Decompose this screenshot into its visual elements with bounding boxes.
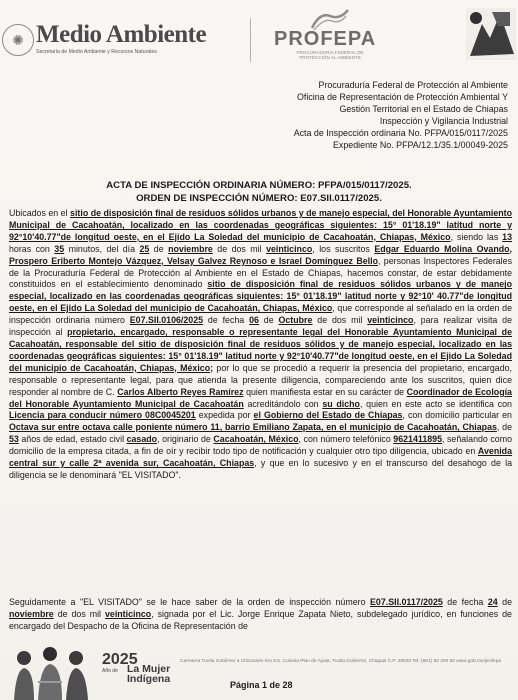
civil-status: casado bbox=[126, 434, 158, 445]
site-location: sitio de disposición final de residuos sólidos urbanos y de manejo especial, del Honorable Ayuntamiento Municipal de Cacahoatán, localizado en las coordenadas geográficas siguientes: 15° 01'18.19" latitud norte y 92°10'40.77"de longitud oeste, en el Ejido La Soledad del municipio de Cacahoatán, Chiapas, México bbox=[9, 208, 513, 242]
office-info-block bbox=[208, 79, 508, 152]
body-paragraph-2 bbox=[9, 597, 512, 633]
text-run: , signada por el Lic. Jorge Enrique Zapata Nieto, subdelegado jurídico, en funciones de encargado del Despacho de la Oficina de Representación de bbox=[9, 608, 512, 631]
phone-number: 9621411895 bbox=[393, 434, 442, 445]
inspected-party: propietario, encargado, responsable o representante legal del Honorable Ayuntamiento Municipal de Cacahoatán, responsable del sitio de disposición final de residuos sólidos y de manejo especial, localizado en las coordenadas geográficas siguientes: 15° 01'18.19" latitud norte y 92°10'40.77"de longitud oeste, en el Ejido La Soledad del municipio de Cacahoatán, Chiapas, México; bbox=[9, 327, 512, 373]
text-run: horas con bbox=[9, 243, 55, 254]
order-day: 24 bbox=[487, 597, 498, 607]
header-divider bbox=[250, 18, 251, 62]
text-run: , con número telefónico bbox=[298, 434, 394, 445]
title-line-2: ORDEN DE INSPECCIÓN NÚMERO: E07.SII.0117/2025. bbox=[136, 193, 382, 204]
text-run: , quien en este acto se identifica con bbox=[359, 398, 512, 409]
text-run: , personas Inspectores Federales de la Procuraduría Federal de Protección al Ambiente en el Estado de Chiapas, hacemos constar, de estar debidamente constituidos en el establecimiento denominado bbox=[9, 255, 512, 290]
act-number: Acta de Inspección ordinaria No. PFPA/015/0117/2025 bbox=[293, 128, 508, 139]
text-run: de fecha bbox=[442, 597, 488, 607]
text-run: , originario de bbox=[157, 434, 214, 445]
order-number: E07.SII.0106/2025 bbox=[129, 315, 204, 326]
mexico-seal-icon: ✺ bbox=[2, 24, 34, 56]
text-run: acreditándolo con bbox=[243, 398, 323, 409]
indigenous-women-illustration-icon bbox=[8, 642, 98, 700]
inspector-names: Edgar Eduardo Molina Ovando, Prospero Eriberto Montejo Vázquez, Velsay Galvez Reynoso e Israel Domínguez Bello bbox=[9, 243, 512, 266]
attendee-role: Coordinador de Ecología del Honorable Ayuntamiento Municipal de Cacahoatán bbox=[9, 386, 512, 409]
order-day: 06 bbox=[249, 315, 259, 326]
office-line: Gestión Territorial en el Estado de Chiapas bbox=[339, 104, 508, 115]
page-number: Página 1 de 28 bbox=[230, 680, 293, 690]
establishment-name: sitio de disposición final de residuos sólidos urbanos y de manejo especial, localizado en las coordenadas geográficas siguientes: 15° 01'18.19" latitud norte y 92°10' 40.77"de longitud oeste, en el Ejido La Soledad del municipio de Cacahoatán, Chiapas, México bbox=[9, 279, 512, 314]
office-line: Oficina de Representación de Protección Ambiental Y bbox=[297, 92, 508, 103]
text-run: quien manifiesta estar en su carácter de bbox=[243, 386, 407, 397]
body-paragraph bbox=[9, 208, 512, 482]
profepa-logo-name: PROFEPA bbox=[274, 28, 377, 50]
office-line: Procuraduría Federal de Protección al Ambiente bbox=[318, 80, 508, 90]
office-line: Inspección y Vigilancia Industrial bbox=[379, 116, 508, 127]
text-run: Seguidamente a "EL VISITADO" se le hace saber de la orden de inspección número bbox=[9, 597, 371, 607]
text-run: de bbox=[497, 597, 513, 607]
day-value: 25 bbox=[139, 243, 150, 254]
text-run: , siendo las bbox=[450, 231, 503, 242]
year-value: veinticinco bbox=[266, 243, 313, 254]
id-issuer: el Gobierno del Estado de Chiapas bbox=[253, 410, 403, 421]
text-run: de bbox=[258, 315, 279, 326]
footer-slogan-line-2: Indígena bbox=[127, 673, 171, 685]
order-number: E07.SII.0117/2025 bbox=[370, 597, 443, 607]
order-year: veinticinco bbox=[104, 608, 152, 619]
text-run: , con domicilio particular en bbox=[402, 410, 512, 421]
footer-slogan bbox=[127, 664, 170, 684]
text-run: por lo que se procedió a requerir la presencia del propietario, encargado, responsable o representante legal, para que atienda la presente diligencia, compareciendo ante los suscritos, quien dice responder al nombre de C. bbox=[9, 362, 512, 397]
footer-year: 2025 bbox=[102, 651, 138, 668]
text-run: Ubicados en el bbox=[9, 208, 71, 218]
corner-emblem-icon bbox=[462, 4, 518, 62]
text-run: de dos mil bbox=[212, 243, 267, 254]
hour-value: 13 bbox=[502, 231, 512, 242]
title-line-1: ACTA DE INSPECCIÓN ORDINARIA NÚMERO: PFPA/015/0117/2025. bbox=[106, 180, 412, 191]
text-run: , señalando como domicilio de la empresa citada, a fin de oír y recibir todo tipo de notificación y cualquier otro tipo diligencia, ubicado en bbox=[9, 434, 512, 457]
text-run: años de edad, estado civil bbox=[18, 434, 127, 445]
text-run: , para realizar visita de inspección al bbox=[9, 315, 513, 338]
footer-slogan-line-1: La Mujer bbox=[127, 663, 171, 675]
origin-place: Cacahoatán, México bbox=[213, 434, 299, 445]
attendee-age: 53 bbox=[9, 434, 19, 445]
text-run: , de bbox=[496, 422, 512, 433]
document-title bbox=[0, 179, 518, 205]
text-run: de dos mil bbox=[53, 608, 105, 619]
text-run: de bbox=[149, 243, 169, 254]
semarnat-subtitle: Secretaría de Medio Ambiente y Recursos Naturales bbox=[36, 49, 157, 55]
order-month: noviembre bbox=[9, 608, 54, 619]
semarnat-title: Medio Ambiente bbox=[36, 21, 207, 48]
attendee-address: Octava sur entre octava calle poniente número 11, barrio Emiliano Zapata, en el municipio de Cacahoatán, Chiapas bbox=[9, 422, 497, 433]
text-run: de dos mil bbox=[312, 315, 368, 326]
accreditation: su dicho bbox=[322, 398, 360, 409]
order-month: Octubre bbox=[278, 315, 313, 326]
file-number: Expediente No. PFPA/12.1/35.1/00049-2025 bbox=[333, 140, 508, 151]
text-run: minutos, del día bbox=[64, 243, 140, 254]
text-run: expedida por bbox=[195, 410, 254, 421]
text-run: , y que en lo sucesivo y en el transcurso del desahogo de la diligencia se le denominará "EL VISITADO". bbox=[9, 458, 513, 480]
minute-value: 35 bbox=[54, 243, 65, 254]
id-document: Licencia para conducir número 08C0045201 bbox=[9, 410, 196, 421]
footer-address: Carretera Tuxtla Gutiérrez a Chicoasén Km 8.5, Colonia Plan de Ayala, Tuxtla Gutiérrez, Chiapas C.P. 29020 Tel: (961) 60 200 50 www.gob.mx/profepa bbox=[180, 659, 502, 664]
month-value: noviembre bbox=[168, 243, 213, 254]
notification-address: Avenida central sur y calle 2ª avenida sur, Cacahoatán, Chiapas bbox=[9, 446, 512, 469]
text-run: , los suscritos bbox=[312, 243, 375, 254]
text-run: de fecha bbox=[203, 315, 250, 326]
attendee-name: Carlos Alberto Reyes Ramírez bbox=[117, 386, 244, 397]
order-year: veinticinco bbox=[367, 315, 414, 326]
footer-year-caption: Año de bbox=[102, 668, 118, 674]
profepa-logo-subtitle: PROCURADURÍA FEDERAL DE PROTECCIÓN AL AMBIENTE bbox=[296, 50, 364, 60]
text-run: , que corresponde al señalado en la orden de inspección ordinaria número bbox=[9, 303, 512, 326]
